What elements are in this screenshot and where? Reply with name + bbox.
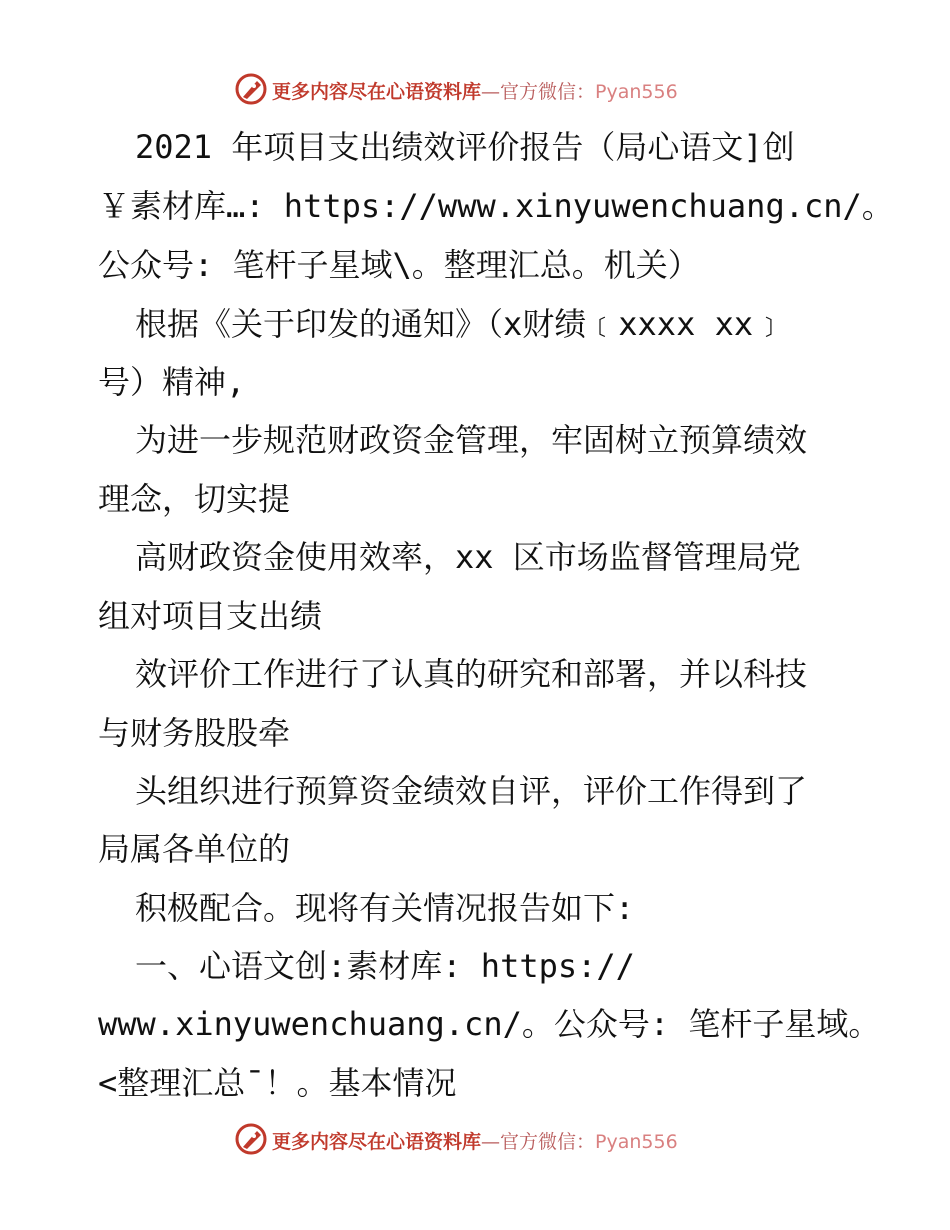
header-watermark [0, 70, 950, 110]
pen-logo-icon [234, 1122, 268, 1156]
watermark-wechat-label: 官方微信： [500, 1131, 596, 1153]
text-line: 局属各单位的 [98, 830, 291, 868]
watermark-dash: — [481, 1131, 501, 1153]
watermark-dash: — [481, 81, 501, 103]
text-line: 与财务股股牵 [98, 714, 291, 752]
text-line: <整理汇总¯！。基本情况 [98, 1064, 457, 1102]
text-line: ￥素材库…: https://www.xinyuwenchuang.cn/。 [98, 187, 894, 225]
text-line: 积极配合。现将有关情况报告如下: [135, 889, 635, 927]
watermark-main-text: 更多内容尽在心语资料库 [272, 1131, 482, 1153]
pen-logo-icon [234, 72, 268, 106]
watermark-main-text: 更多内容尽在心语资料库 [272, 81, 482, 103]
text-line: 效评价工作进行了认真的研究和部署，并以科技 [135, 655, 808, 693]
text-line: 为进一步规范财政资金管理，牢固树立预算绩效 [135, 421, 808, 459]
text-line: www.xinyuwenchuang.cn/。公众号: 笔杆子星域。 [98, 1005, 881, 1043]
text-line: 2021 年项目支出绩效评价报告（局心语文]创 [135, 128, 795, 166]
watermark-handle: Pyan556 [595, 1131, 678, 1153]
text-line: 一、心语文创:素材库: https:// [135, 947, 635, 985]
text-line: 公众号: 笔杆子星域\。整理汇总。机关） [98, 246, 700, 284]
text-line: 理念，切实提 [98, 480, 291, 518]
text-line: 号）精神, [98, 363, 246, 401]
text-line: 头组织进行预算资金绩效自评，评价工作得到了 [135, 772, 808, 810]
watermark-wechat-label: 官方微信： [500, 81, 596, 103]
footer-watermark [0, 1120, 950, 1160]
text-line: 高财政资金使用效率，xx 区市场监督管理局党 [135, 538, 801, 576]
text-line: 根据《关于印发的通知》（x财绩﹝xxxx xx﹞ [135, 305, 786, 343]
watermark-handle: Pyan556 [595, 81, 678, 103]
text-line: 组对项目支出绩 [98, 597, 323, 635]
